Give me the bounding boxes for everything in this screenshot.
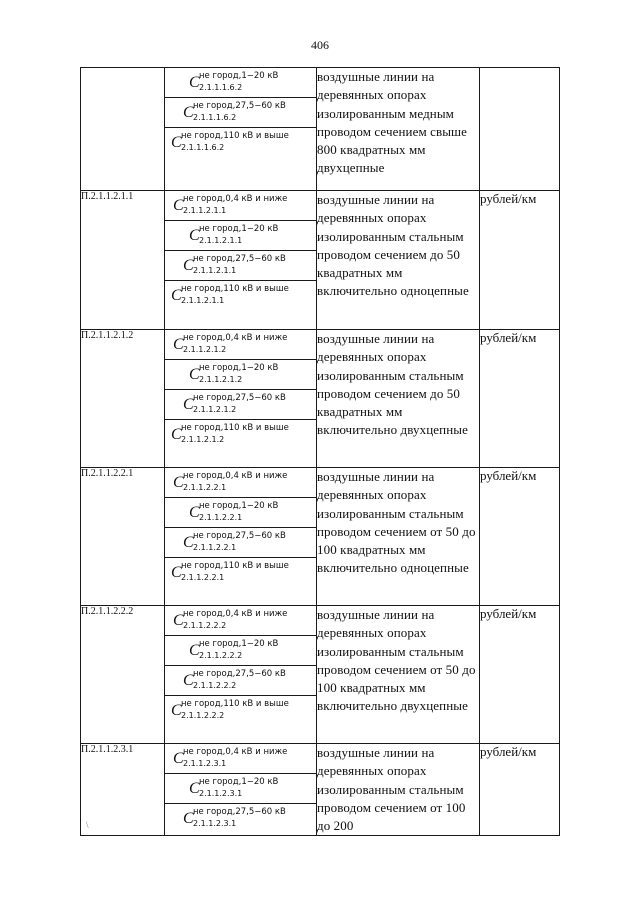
formula-superscript: не город,110 кВ и выше [181, 423, 289, 433]
formula-superscript: не город,1−20 кВ [199, 363, 279, 373]
formula-entry [165, 420, 316, 450]
formula-cell [165, 468, 317, 606]
formula-entry [165, 666, 316, 696]
formula-subscript: 2.1.1.2.3.1 [199, 789, 243, 798]
formula-subscript: 2.1.1.1.6.2 [199, 83, 243, 92]
table-row [81, 330, 560, 468]
formula-entry [165, 606, 316, 636]
formula-symbol: C [171, 134, 182, 151]
formula-superscript: не город,0,4 кВ и ниже [183, 747, 288, 757]
formula-subscript: 2.1.1.2.1.1 [193, 266, 237, 275]
formula-subscript: 2.1.1.2.2.1 [183, 483, 227, 492]
item-description: воздушные линии на деревянных опорах изолированным стальным проводом сечением от 50 до 100 квадратных мм включительно двухцепные [317, 606, 480, 744]
page-number: 406 [311, 38, 329, 52]
formula-symbol: C [183, 672, 194, 689]
formula-symbol: C [189, 780, 200, 797]
table-row [81, 191, 560, 330]
formula-symbol: C [173, 750, 184, 767]
formula-superscript: не город,1−20 кВ [199, 501, 279, 511]
formula-superscript: не город,27,5−60 кВ [193, 393, 286, 403]
formula-superscript: не город,110 кВ и выше [181, 699, 289, 709]
formula-entry [165, 191, 316, 221]
formula-subscript: 2.1.1.1.6.2 [193, 113, 237, 122]
formula-symbol: C [183, 810, 194, 827]
item-code: П.2.1.1.2.2.1 [81, 468, 165, 606]
formula-subscript: 2.1.1.2.2.1 [193, 543, 237, 552]
formula-symbol: C [189, 366, 200, 383]
formula-superscript: не город,1−20 кВ [199, 639, 279, 649]
formula-symbol: C [183, 257, 194, 274]
item-unit: рублей/км [480, 468, 560, 606]
table-row [81, 744, 560, 836]
formula-entry [165, 360, 316, 390]
formula-entry [165, 558, 316, 588]
item-code: П.2.1.1.2.2.2 [81, 606, 165, 744]
formula-superscript: не город,1−20 кВ [199, 71, 279, 81]
formula-entry [165, 221, 316, 251]
formula-subscript: 2.1.1.2.1.1 [183, 206, 227, 215]
formula-superscript: не город,27,5−60 кВ [193, 101, 286, 111]
formula-symbol: C [189, 74, 200, 91]
formula-subscript: 2.1.1.2.2.1 [199, 513, 243, 522]
formula-subscript: 2.1.1.2.2.1 [181, 573, 225, 582]
formula-entry [165, 251, 316, 281]
formula-symbol: C [171, 426, 182, 443]
formula-superscript: не город,0,4 кВ и ниже [183, 609, 288, 619]
formula-subscript: 2.1.1.2.1.1 [199, 236, 243, 245]
formula-superscript: не город,27,5−60 кВ [193, 254, 286, 264]
formula-entry [165, 636, 316, 666]
formula-entry [165, 528, 316, 558]
formula-symbol: C [189, 642, 200, 659]
formula-entry [165, 744, 316, 774]
item-code: П.2.1.1.2.3.1 [81, 744, 165, 836]
formula-symbol: C [173, 612, 184, 629]
formula-superscript: не город,110 кВ и выше [181, 131, 289, 141]
formula-subscript: 2.1.1.2.1.1 [181, 296, 225, 305]
item-description: воздушные линии на деревянных опорах изолированным стальным проводом сечением от 50 до 100 квадратных мм включительно одноцепные [317, 468, 480, 606]
item-unit: рублей/км [480, 330, 560, 468]
item-unit: рублей/км [480, 744, 560, 836]
formula-cell [165, 330, 317, 468]
formula-symbol: C [173, 197, 184, 214]
table-row [81, 68, 560, 191]
formula-entry [165, 696, 316, 726]
item-code [81, 68, 165, 191]
formula-entry [165, 774, 316, 804]
formula-cell [165, 606, 317, 744]
formula-symbol: C [189, 504, 200, 521]
formula-subscript: 2.1.1.2.1.2 [181, 435, 225, 444]
item-description: воздушные линии на деревянных опорах изолированным медным проводом сечением свыше 800 квадратных мм двухцепные [317, 68, 480, 191]
formula-superscript: не город,0,4 кВ и ниже [183, 333, 288, 343]
formula-entry [165, 804, 316, 834]
margin-mark: \ [86, 820, 89, 830]
formula-superscript: не город,1−20 кВ [199, 224, 279, 234]
formula-symbol: C [171, 564, 182, 581]
formula-subscript: 2.1.1.2.3.1 [183, 759, 227, 768]
formula-entry [165, 468, 316, 498]
item-code: П.2.1.1.2.1.2 [81, 330, 165, 468]
formula-superscript: не город,27,5−60 кВ [193, 669, 286, 679]
formula-subscript: 2.1.1.2.1.2 [183, 345, 227, 354]
formula-cell [165, 191, 317, 330]
formula-cell [165, 68, 317, 191]
formula-symbol: C [173, 336, 184, 353]
formula-subscript: 2.1.1.2.2.2 [193, 681, 237, 690]
formula-subscript: 2.1.1.2.2.2 [181, 711, 225, 720]
formula-subscript: 2.1.1.2.1.2 [199, 375, 243, 384]
formula-subscript: 2.1.1.2.2.2 [199, 651, 243, 660]
formula-symbol: C [183, 396, 194, 413]
formula-superscript: не город,1−20 кВ [199, 777, 279, 787]
item-unit [480, 68, 560, 191]
formula-subscript: 2.1.1.1.6.2 [181, 143, 225, 152]
formula-symbol: C [183, 104, 194, 121]
formula-superscript: не город,110 кВ и выше [181, 561, 289, 571]
item-unit: рублей/км [480, 606, 560, 744]
formula-entry [165, 330, 316, 360]
formula-superscript: не город,0,4 кВ и ниже [183, 471, 288, 481]
formula-symbol: C [171, 702, 182, 719]
formula-superscript: не город,27,5−60 кВ [193, 531, 286, 541]
formula-entry [165, 390, 316, 420]
formula-subscript: 2.1.1.2.2.2 [183, 621, 227, 630]
formula-superscript: не город,27,5−60 кВ [193, 807, 286, 817]
formula-subscript: 2.1.1.2.3.1 [193, 819, 237, 828]
formula-superscript: не город,110 кВ и выше [181, 284, 289, 294]
formula-entry [165, 498, 316, 528]
formula-symbol: C [171, 287, 182, 304]
table-row [81, 468, 560, 606]
item-code: П.2.1.1.2.1.1 [81, 191, 165, 330]
formula-symbol: C [189, 227, 200, 244]
formula-entry [165, 98, 316, 128]
formula-symbol: C [183, 534, 194, 551]
table-row [81, 606, 560, 744]
formula-symbol: C [173, 474, 184, 491]
formula-superscript: не город,0,4 кВ и ниже [183, 194, 288, 204]
formula-entry [165, 128, 316, 158]
item-description: воздушные линии на деревянных опорах изолированным стальным проводом сечением до 50 квадратных мм включительно двухцепные [317, 330, 480, 468]
item-description: воздушные линии на деревянных опорах изолированным стальным проводом сечением от 100 до 200 [317, 744, 480, 836]
formula-subscript: 2.1.1.2.1.2 [193, 405, 237, 414]
item-description: воздушные линии на деревянных опорах изолированным стальным проводом сечением до 50 квадратных мм включительно одноцепные [317, 191, 480, 330]
formula-entry [165, 281, 316, 311]
tariff-table [80, 67, 560, 836]
formula-cell [165, 744, 317, 836]
item-unit: рублей/км [480, 191, 560, 330]
formula-entry [165, 68, 316, 98]
